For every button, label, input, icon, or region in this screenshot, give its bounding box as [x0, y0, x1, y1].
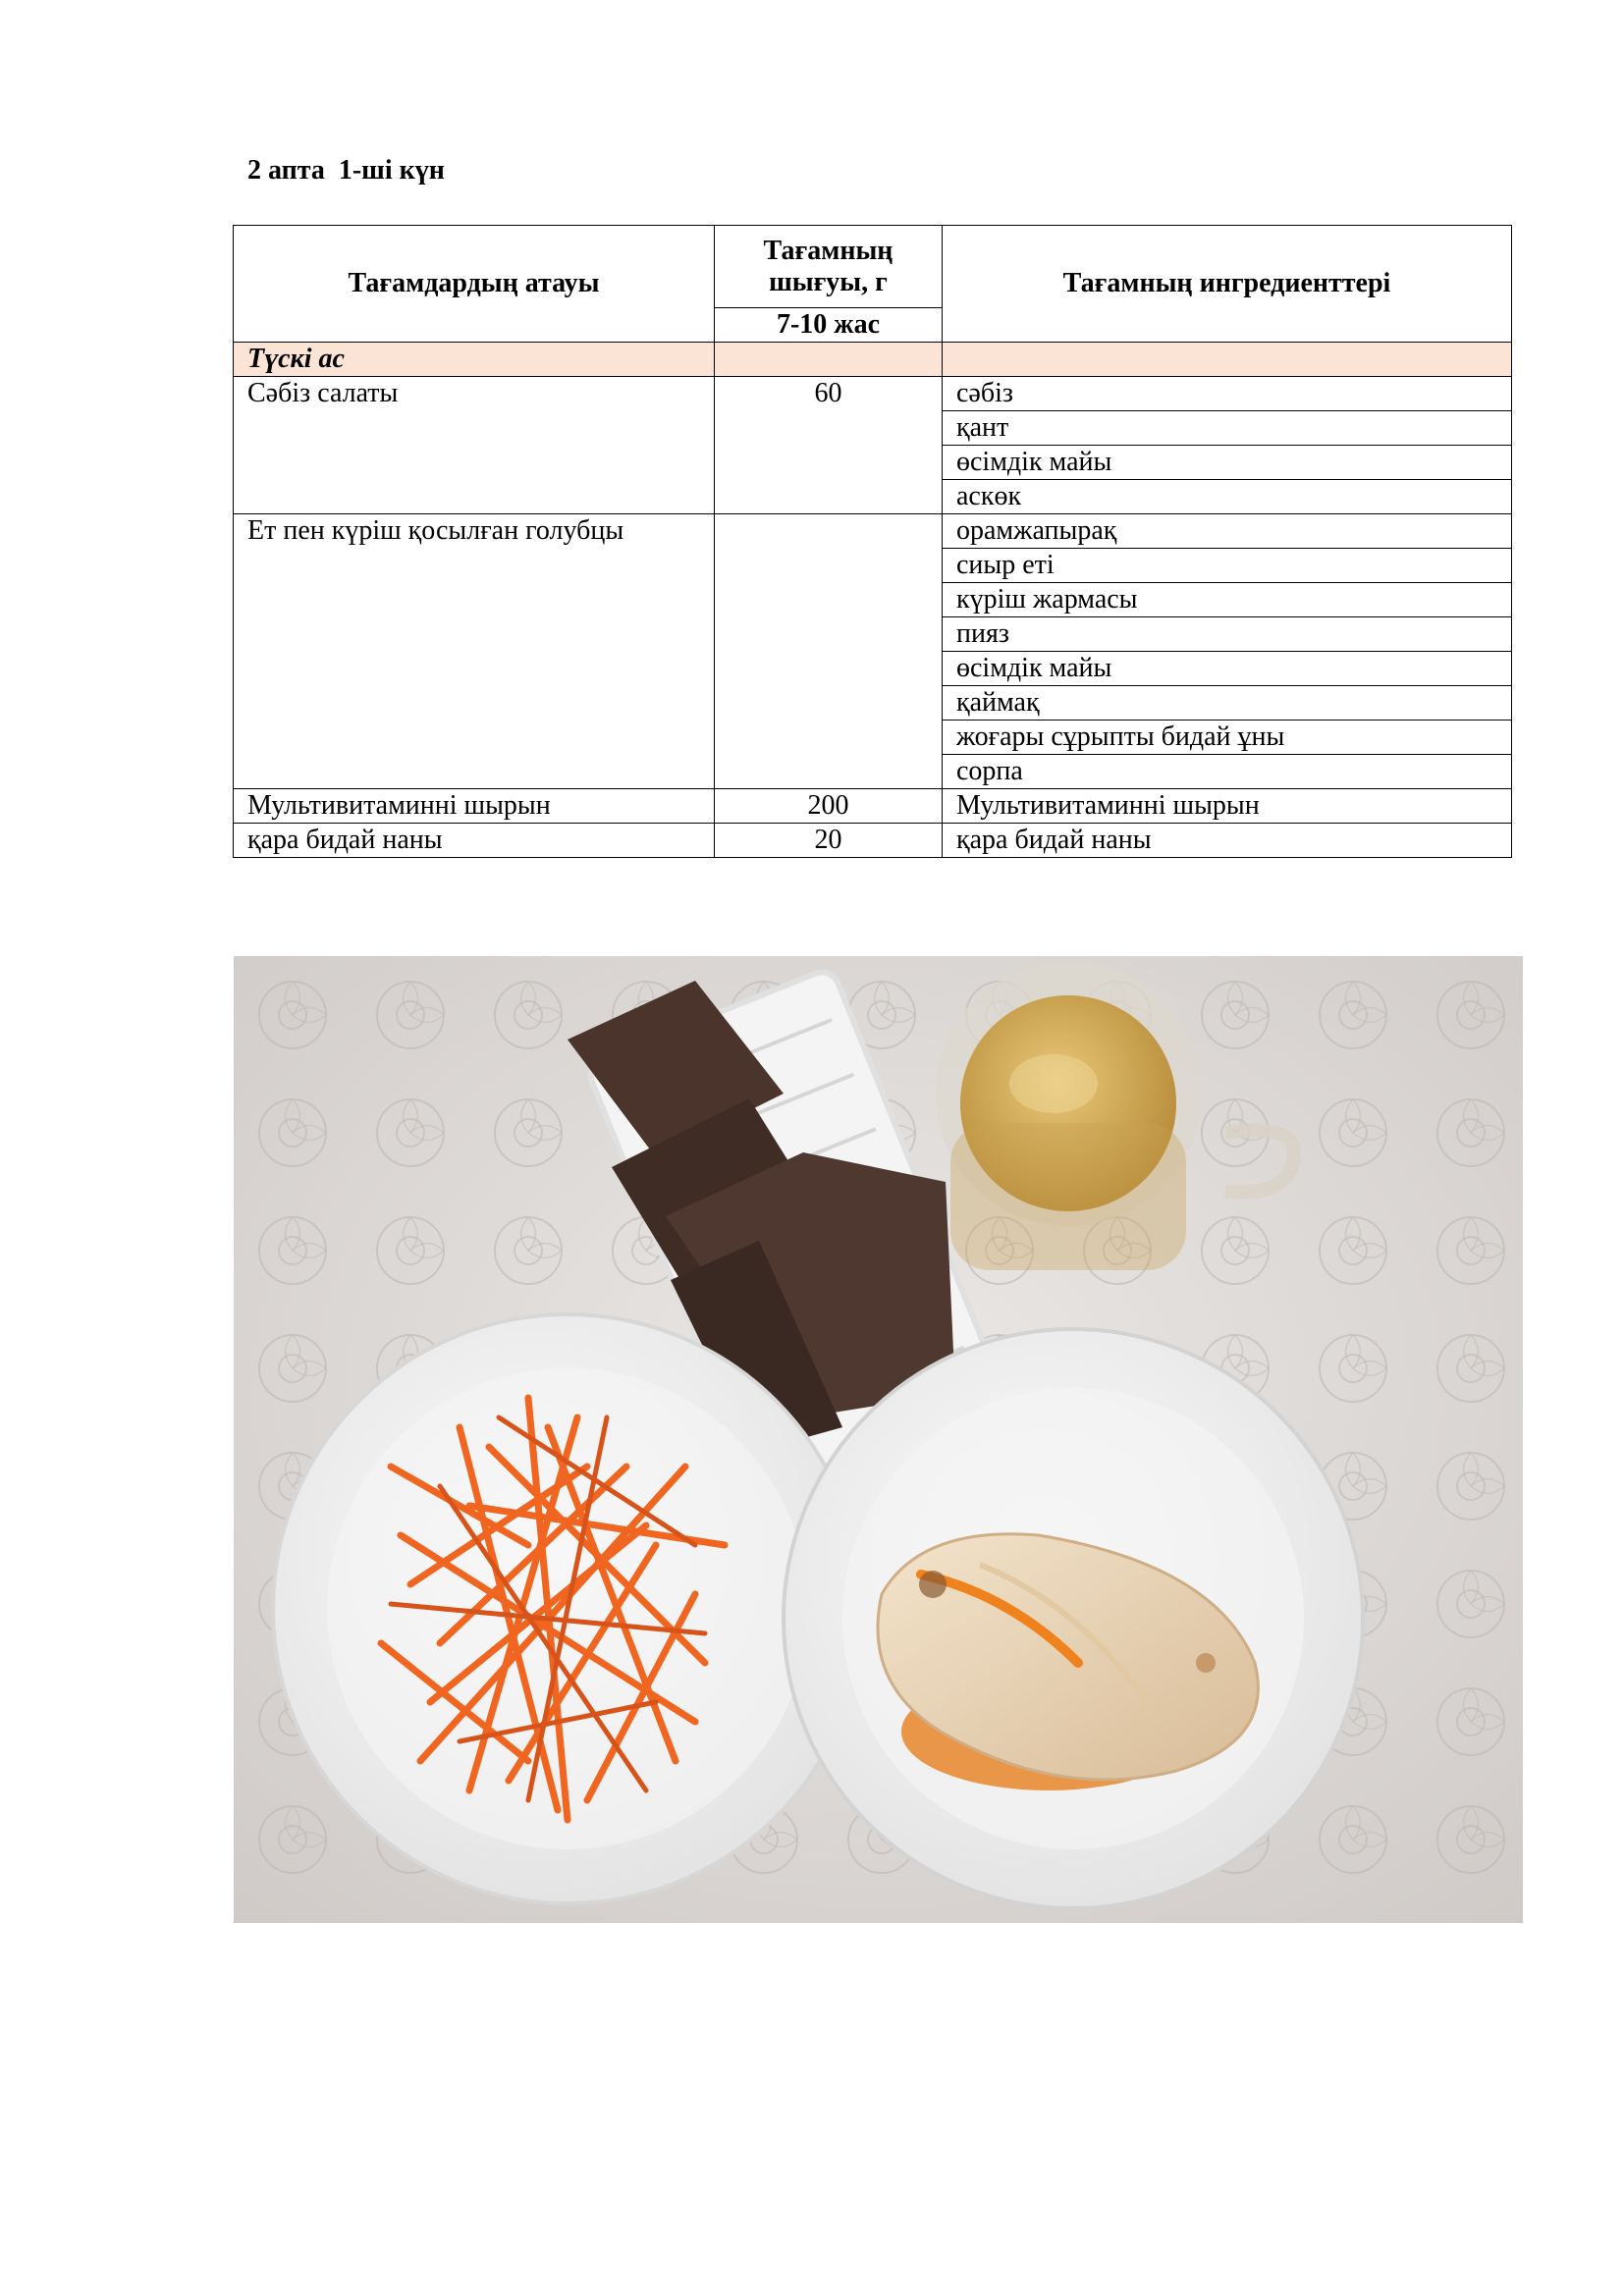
header-yield: Тағамның шығуы, г	[715, 226, 943, 308]
ingredient: жоғары сұрыпты бидай ұны	[943, 721, 1512, 755]
ingredient: орамжапырақ	[943, 514, 1512, 549]
meal-photo	[234, 956, 1523, 1923]
ingredient: сәбіз	[943, 377, 1512, 411]
dish-yield: 20	[715, 824, 943, 858]
ingredient: қаймақ	[943, 686, 1512, 721]
ingredient: пияз	[943, 617, 1512, 652]
menu-table	[233, 225, 1512, 858]
ingredient: сиыр еті	[943, 549, 1512, 583]
header-age: 7-10 жас	[715, 308, 943, 343]
header-row	[234, 226, 1512, 308]
dish-yield	[715, 514, 943, 789]
ingredient: қант	[943, 411, 1512, 446]
ingredient: өсімдік майы	[943, 446, 1512, 480]
page-heading: 2 апта 1-ші күн	[247, 155, 445, 186]
ingredient: сорпа	[943, 755, 1512, 789]
ingredient: өсімдік майы	[943, 652, 1512, 686]
table-row	[234, 377, 1512, 411]
header-dish-name: Тағамдардың атауы	[234, 226, 715, 343]
ingredient: қара бидай наны	[943, 824, 1512, 858]
golubtsy-bowl	[784, 1329, 1363, 1908]
dish-name: Ет пен күріш қосылған голубцы	[234, 514, 715, 789]
dish-name: Сәбіз салаты	[234, 377, 715, 514]
section-row	[234, 343, 1512, 377]
section-label: Түскі ас	[234, 343, 715, 377]
header-ingredients: Тағамның ингредиенттері	[943, 226, 1512, 343]
dish-yield: 200	[715, 789, 943, 824]
section-empty-cell	[943, 343, 1512, 377]
dish-yield: 60	[715, 377, 943, 514]
ingredient: Мультивитаминні шырын	[943, 789, 1512, 824]
table-row	[234, 789, 1512, 824]
table-row	[234, 514, 1512, 549]
dish-name: Мультивитаминні шырын	[234, 789, 715, 824]
ingredient: күріш жармасы	[943, 583, 1512, 617]
table-row	[234, 824, 1512, 858]
ingredient: аскөк	[943, 480, 1512, 514]
carrot-salad-plate	[273, 1314, 862, 1903]
dish-name: қара бидай наны	[234, 824, 715, 858]
section-empty-cell	[715, 343, 943, 377]
